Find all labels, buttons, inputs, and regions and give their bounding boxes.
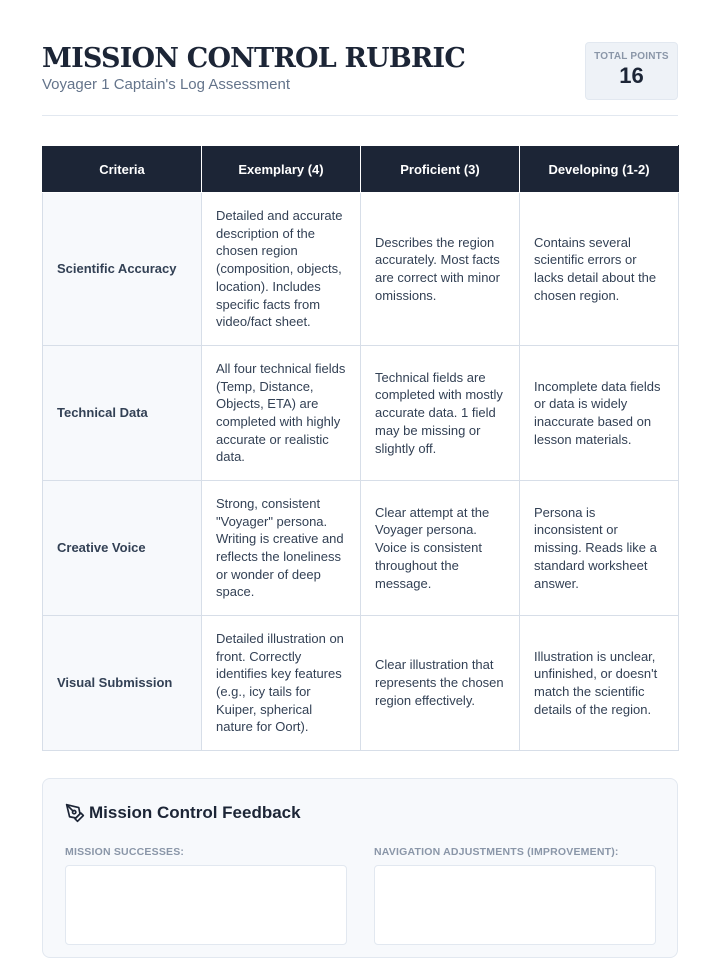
table-row xyxy=(43,616,679,751)
exemplary-cell: Detailed and accurate description of the chosen region (composition, objects, location). Includes specific facts from video/fact sheet. xyxy=(202,193,361,346)
table-row xyxy=(43,346,679,481)
feedback-panel xyxy=(42,778,678,958)
criteria-cell: Scientific Accuracy xyxy=(43,193,202,346)
pen-nib-icon xyxy=(65,803,85,823)
mission-successes-field[interactable] xyxy=(65,865,347,945)
table-row xyxy=(43,193,679,346)
proficient-cell: Clear illustration that represents the chosen region effectively. xyxy=(361,616,520,751)
developing-cell: Incomplete data fields or data is widely inaccurate based on lesson materials. xyxy=(520,346,679,481)
page-title: MISSION CONTROL RUBRIC xyxy=(42,43,466,74)
column-header-proficient: Proficient (3) xyxy=(361,146,520,193)
exemplary-cell: Strong, consistent "Voyager" persona. Writing is creative and reflects the loneliness or wonder of deep space. xyxy=(202,481,361,616)
mission-successes-label: MISSION SUCCESSES: xyxy=(65,846,185,858)
exemplary-cell: All four technical fields (Temp, Distance, Objects, ETA) are completed with highly accurate or realistic data. xyxy=(202,346,361,481)
developing-cell: Illustration is unclear, unfinished, or doesn't match the scientific details of the region. xyxy=(520,616,679,751)
column-header-exemplary: Exemplary (4) xyxy=(202,146,361,193)
navigation-adjustments-field[interactable] xyxy=(374,865,656,945)
table-row xyxy=(43,481,679,616)
exemplary-cell: Detailed illustration on front. Correctly identifies key features (e.g., icy tails for Kuiper, spherical nature for Oort). xyxy=(202,616,361,751)
criteria-cell: Creative Voice xyxy=(43,481,202,616)
feedback-title: Mission Control Feedback xyxy=(89,803,301,822)
page-header xyxy=(42,42,678,102)
column-header-criteria: Criteria xyxy=(43,146,202,193)
total-points-label: TOTAL POINTS xyxy=(594,51,669,62)
developing-cell: Contains several scientific errors or lacks detail about the chosen region. xyxy=(520,193,679,346)
criteria-cell: Technical Data xyxy=(43,346,202,481)
criteria-cell: Visual Submission xyxy=(43,616,202,751)
header-divider xyxy=(42,115,678,116)
rubric-header-row xyxy=(43,146,679,193)
page-subtitle: Voyager 1 Captain's Log Assessment xyxy=(42,76,291,93)
proficient-cell: Describes the region accurately. Most facts are correct with minor omissions. xyxy=(361,193,520,346)
developing-cell: Persona is inconsistent or missing. Reads like a standard worksheet answer. xyxy=(520,481,679,616)
navigation-adjustments-label: NAVIGATION ADJUSTMENTS (IMPROVEMENT): xyxy=(374,846,619,858)
proficient-cell: Clear attempt at the Voyager persona. Voice is consistent throughout the message. xyxy=(361,481,520,616)
total-points-value: 16 xyxy=(619,63,644,88)
total-points-box xyxy=(585,42,678,100)
proficient-cell: Technical fields are completed with mostly accurate data. 1 field may be missing or slightly off. xyxy=(361,346,520,481)
column-header-developing: Developing (1-2) xyxy=(520,146,679,193)
rubric-table xyxy=(42,145,679,751)
